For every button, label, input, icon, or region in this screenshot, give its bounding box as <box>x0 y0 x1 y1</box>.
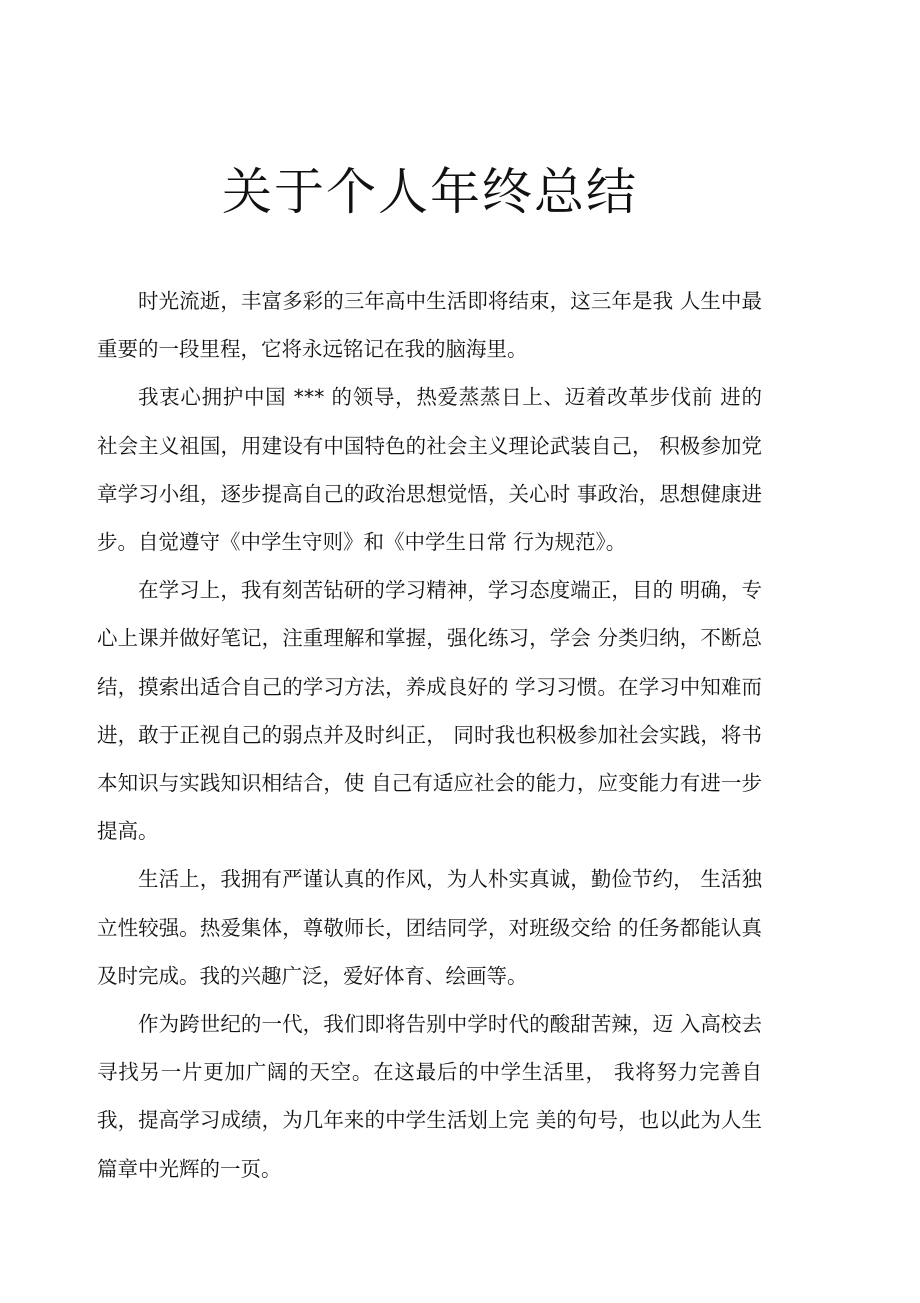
document-body <box>97 277 762 1193</box>
paragraph-life: 生活上，我拥有严谨认真的作风，为人朴实真诚，勤俭节约， 生活独立性较强。热爱集体，尊敬师长，团结同学，对班级交给 的任务都能认真及时完成。我的兴趣广泛，爱好体育、绘画等。 <box>97 867 762 988</box>
document-title: 关于个人年终总结 <box>222 162 638 221</box>
paragraph-conclusion: 作为跨世纪的一代，我们即将告别中学时代的酸甜苦辣，迈 入高校去寻找另一片更加广阔的天空。在这最后的中学生活里， 我将努力完善自我，提高学习成绩，为几年来的中学生活划上完 美的句号，也以此为人生篇章中光辉的一页。 <box>97 1012 762 1181</box>
paragraph-study: 在学习上，我有刻苦钻研的学习精神，学习态度端正，目的 明确，专心上课并做好笔记，注重理解和掌握，强化练习，学会 分类归纳，不断总结，摸索出适合自己的学习方法，养成良好的 学习习惯。在学习中知难而进，敢于正视自己的弱点并及时纠正， 同时我也积极参加社会实践，将书本知识与实践知识相结合，使 自己有适应社会的能力，应变能力有进一步提高。 <box>97 578 762 844</box>
paragraph-politics: 我衷心拥护中国 *** 的领导，热爱蒸蒸日上、迈着改革步伐前 进的社会主义祖国，用建设有中国特色的社会主义理论武装自己， 积极参加党章学习小组，逐步提高自己的政治思想觉悟，关心时 事政治，思想健康进步。自觉遵守《中学生守则》和《中学生日常 行为规范》。 <box>97 385 762 555</box>
paragraph-intro: 时光流逝，丰富多彩的三年高中生活即将结束，这三年是我 人生中最重要的一段里程，它将永远铭记在我的脑海里。 <box>97 289 762 362</box>
